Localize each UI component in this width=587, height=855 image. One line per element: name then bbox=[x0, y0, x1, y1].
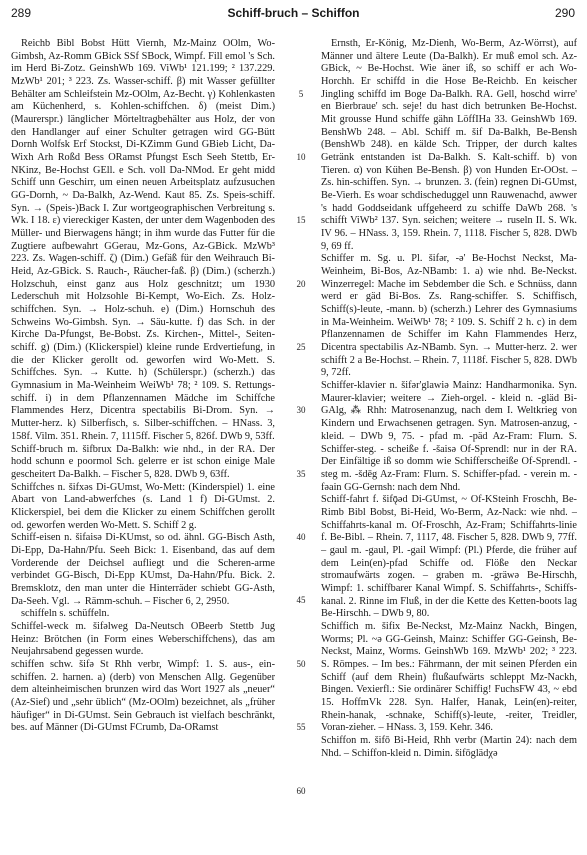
dictionary-entry: Schiffel-weck m. šifəlweg Da-Neutsch OBeerb Stettb Jug Heinz: Brötchen (in Form eines Weberschiffchens), das am Neujahrsabend gegessen wurde. bbox=[11, 620, 275, 658]
entry-continuation: schiffeln s. schüffeln. bbox=[21, 608, 110, 620]
line-number: 50 bbox=[296, 658, 306, 669]
dictionary-entry: Schiff-fahrt f. šifǭəd Di-GUmst, ~ Of-KSteinh Froschh, Be-Rimb Bibl Bobst, Bi-Heid, Wo-Berm, Az-Nack: wie nhd. – Schiffahrts-kanal m. Of-Froschh, Az-Fram; Schiffahrts-linie f. Be-Bibl. – Rhein. 7, 1117, 48. Fischer 5, 828. DWb 9, 77ff. – gaul m. -gaul, Pl. -gail Wimpf: (Pl.) Pferde, die früher auf dem Lein(en)-pfad Schiffe od. Flöße den Neckar stromaufwärts zogen. – graben m. -gräwə Be-Hirschh, Wimpf: 1. schiffbarer Kanal Wimpf. S. Schiffahrts-, Schiffs-kanal. 2. Rinne im Fluß, in der die Kette des Ketten-boots lag Be-Hirschh. – DWb 9, 80. bbox=[321, 494, 577, 620]
line-number: 35 bbox=[296, 468, 306, 479]
dictionary-entry: Schiff-eisen n. šifaisə Di-KUmst, so od. ähnl. GG-Bisch Asth, Di-Epp, Da-Hahn/Pfu. Seeh Bick: 1. Eisenband, das auf dem Vorderende der Deichsel aufliegt und die Scheren-arme verbindet GG-Bisch, Di-Epp KUmst, Da-Hahn/Pfu. Bick. 2. Bremsklotz, den man unter die Hinterräder schiebt GG-Asth, Da-Seeh. Vgl. → Rämm-schuh. – Fischer 6, 2, 2950. bbox=[11, 532, 275, 607]
dictionary-entry: Schiffches n. šifxəs Di-GUmst, Wo-Mett: (Kinderspiel) 1. eine Abart von Land-abwerfches (s. Land 1 f) Di-GUmst. 2. Klickerspiel, bei dem die Klicker zu einem Schiffchen gerollt od. geworfen werden Wo-Mett. S. Schiff 2 g. bbox=[11, 481, 275, 531]
entry-continuation: Ernsth, Er-König, Mz-Dienh, Wo-Berm, Az-Wörrst), auf Männer und ältere Leute (Da-Balkh). Er muß emol sch. Az-GBick, ~ Be-Hochst. Wie äner iß, so schiff er ach Wo-Horchh. Er schiffd in die Hose Be-Reichb. En keischer Jingling schiffd im Boge Da-Balkh. RA. Gell, hoschd wirre' en Bierbraue' sch. seje! du hast dich betrunken Be-Hochst. Mit grousse Hund schiffe gähn LöffIHa 33. GeinshWb 169. BenshWb 248. – Abl. Schiff m. šif Da-Balkh, Be-Bensh (BenshWb 248). en kälde Sch. Tripper, der durch kaltes Getränk entstanden ist Da-Balkh. S. Kalt-schiff. b) von Tieren. α) von Kühen Be-Bensh. β) von Hunden Er-OOst. – Zs. hin-schiffen. Syn. → brunzen. 3. (fein) regnen Di-GUmst, Be-Vierh. Es woar schdischeduggel unn Rauwenachd, awwer 's hadd Goddseidank uffgeheerd zu schiffe DaWb 268. 's schifft ViWb² 137. Syn. seichen; weitere → ruseln II. S. Wk. IV 96. – HNass. 3, 159. Rhein. 7, 1118. Fischer 5, 828. DWb 9, 69 ff. bbox=[321, 38, 577, 252]
dictionary-entry: Schiffer m. Sg. u. Pl. šifər, -ə' Be-Hochst Neckst, Ma-Weinheim, Bi-Bos, Az-NBamb: 1. a) wie nhd. Be-Neckst. Winzerregel: Mache im Sebdember die Sch. e Schnüss, dann werd er gäd Bi-Bos. Zs. Rang-schiffer. S. Schiffisch, Schiff(s)-leute, -mann. b) (scherzh.) Lehrer des Gymnasiums in Ma-Weinheim. WeiWb¹ 78; ² 109. S. Schiff 2 h. c) in dem Pflanzennamen de Schiffer im Kahn Flammendes Herz, Dicentra spectabilis Az-NBamb. Syn. → Mutter-herz. 2. wer schifft 2 a Be-Hochst. – Rhein. 7, 1118f. Fischer 5, 828. DWb 9, 72ff. bbox=[321, 253, 577, 379]
dictionary-entry: Schiffer-klavier n. šifər'glawiə Mainz: Handharmonika. Syn. Maurer-klavier; weitere → Zieh-orgel. - kleid n. -gläd Bi-GAlg, ⁂ Rhh: Matrosenanzug, nach dem I. Weltkrieg von Kindern und Erwachsenen getragen. Syn. Matrosen-anzug, -kleid. – DWb 9, 75. - pfad m. -päd Az-Fram: Flurn. S. Schiffer-steg. - scheiße f. -šaisə Of-Sprendl: nur in der RA. Der Einfältige iß so domm wie Schifferscheiße Of-Sprendl. - steg m. -šdēg Az-Fram: Flurn. S. Schiffer-pfad. - verein m. -fəain GG-Gernsh: nach dem Nhd. bbox=[321, 380, 577, 493]
line-number-gutter bbox=[288, 38, 314, 850]
dictionary-entry: Schiff-bruch m. šifbrux Da-Balkh: wie nhd., in der RA. Der hodd schunn e poormol Sch. gelerre er ist schon einige Male gescheitert Da-Balkh. – Fischer 5, 828. DWb 9, 63ff. bbox=[11, 443, 275, 480]
entry-continuation: Reichb Bibl Bobst Hütt Viernh, Mz-Mainz OOlm, Wo-Gimbsh, Az-Romm GBick SSf SBock, Wimpf. Fill emol 's Sch. im Herd Bi-Zotz. GeinshWb 169. ViWb¹ 121.199; ² 137.229. MzWb¹ 201; ³ 223. Zs. Wasser-schiff. β) mit Wasser gefüllter Behälter am Schleifstein Mz-OOlm, Az-Becht. γ) Kohlenkasten am Küchenherd, s. Kohlen-schiffchen. δ) (meist Dim.) (Maurerspr.) länglicher Mörteltragbehälter aus Holz, der von den Handlanger auf einer Schulter getragen wird GG-Bütt Dornh Wolfsk Erf Stockst, Di-KZimm Gund GBieb Licht, Da-Wixh Arh Roßd Bess ORamst Pfungst Esch Seeh Stettb, Er-NKinz, Be-Hochst GEll. e Sch. voll Da-NMod. Er geht midd Schiff unn Geschirr, um einen neuen Arbeitsplatz aufzusuchen GG-Dornh, ~ Da-Balkh, Az-Wend. Kaut 85. Zs. Speis-schiff. Syn. → (Speis-)Back I. Zur wortgeographischen Verbreitung s. Wk. I 18. ε) viereckiger Kasten, der unter dem Wagenboden des Müller- und Bierwagens hängt; in ihm wurde das Futter für die Zugtiere aufbewahrt GGerau, Mz-Gons, Az-GBick. MzWb³ 223. Zs. Wagen-schiff. ζ) (Dim.) Gefäß für den Weihrauch Bi-Heid, Az-GBick. S. Rauch-, Räucher-faß. β) (Dim.) (scherzh.) Holzschuh, einst ganz aus Holz geschnitzt; um 1930 Lederschuh mit Holzsohle Bi-Kempt, Wo-Eich. Zs. Holz-schiffchen. Syn. → Holz-schuh. e) (Dim.) Hornschuh des Schweins Wo-Gimbsh. Syn. → Säu-kutte. f) das Sch. in der Kirche Da-Pfungst, Be-Bobst. Zs. Kirchen-, Mittel-, Seiten-schiff. g) (Dim.) (Klickerspiel) kleine runde Erdvertiefung, in die der Klicker gerollt od. geworfen wird Wo-Mett. S. Schiffches. Syn. → Kutte. h) (Schülerspr.) (scherzh.) das Gymnasium in Ma-Weinheim WeiWb¹ 78; ² 109. S. Rettungs-schiff. i) in dem Pflanzennamen Mädche im Schiffche Flammendes Herz, Dicentra spectabilis Bi-Drom. Syn. → Mutter-herz. k) Silberfisch, s. Silber-schiffchen. – HNass. 3, 158f. Vilm. 351. Rhein. 7, 1115ff. Fischer 5, 826f. DWb 9, 53ff. bbox=[11, 38, 275, 442]
line-number: 10 bbox=[296, 152, 306, 163]
line-number: 5 bbox=[298, 88, 304, 99]
line-number: 55 bbox=[296, 722, 306, 733]
page-number-left: 289 bbox=[11, 6, 32, 20]
dictionary-entry: Schiffich m. šifix Be-Neckst, Mz-Mainz Nackh, Bingen, Worms; Pl. ~ə GG-Geinsh, Mainz: Schiffer GG-Geinsh, Be-Neckst, Mainz, Worms. GeinshWb 169. MzWb¹ 202; ³ 223. S. Römpes. – Im bes.: Fährmann, der mit seinen Pferden ein Schiff (auf dem Rhein) flußaufwärts schleppt Mz-Nackh, Bingen. Vexierfl.: Sie ordinärer Schiffig! FuchsFW 43, ~ ebd 15. HoffmVk 228. Syn. Halfer, Hanak, Lein(en)-reiter, Rhein-hanak, -schnake, Schiff(s)-leute, -reiter, Treidler, Voran-zieher. – HNass. 3, 159. Kehr. 346. bbox=[321, 620, 577, 734]
line-number: 30 bbox=[296, 405, 306, 416]
line-number: 25 bbox=[296, 342, 306, 353]
line-number: 60 bbox=[296, 785, 306, 796]
line-number: 45 bbox=[296, 595, 306, 606]
running-header bbox=[0, 6, 587, 24]
running-title: Schiff-bruch – Schiffon bbox=[227, 6, 360, 20]
right-column bbox=[321, 38, 577, 850]
line-number: 40 bbox=[296, 532, 306, 543]
page-number-right: 290 bbox=[554, 6, 575, 20]
dictionary-entry: schiffen schw. šifə St Rhh verbr, Wimpf: 1. S. aus-, ein-schiffen. 2. harnen. a) (derb) von Menschen Allg. Gegenüber dem alteinheimischen brunzen wird das Wort 1927 als „neuer“ (Az-Sief) und „sehr üblich“ (Mz-OOlm) bezeichnet, als „früher häufiger“ in Di-GUmst. Sein Gebrauch ist vielfach beschränkt, bes. auf Männer (Di-GUmst FCrumb, Da-ORamst bbox=[11, 658, 275, 734]
line-number: 20 bbox=[296, 278, 306, 289]
left-column bbox=[11, 38, 275, 850]
line-number: 15 bbox=[296, 215, 306, 226]
dictionary-entry: Schiffon m. šifō Bi-Heid, Rhh verbr (Martin 24): nach dem Nhd. – Schiffon-kleid n. Dimin. šifōglädχə bbox=[321, 734, 577, 759]
